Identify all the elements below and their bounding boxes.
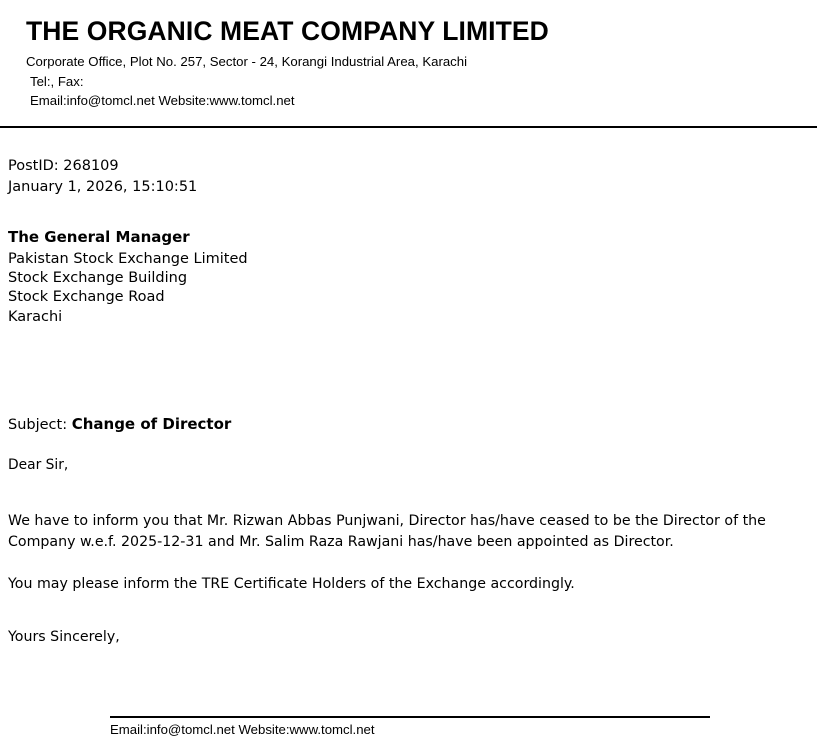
subject-label: Subject:	[8, 416, 68, 433]
header-divider	[0, 126, 817, 128]
post-metadata	[8, 156, 791, 198]
footer-divider	[110, 716, 710, 718]
subject-line	[8, 415, 791, 433]
recipient-title: The General Manager	[8, 227, 190, 246]
recipient-block	[8, 228, 791, 327]
company-name: THE ORGANIC MEAT COMPANY LIMITED	[26, 16, 549, 46]
paragraph-2: You may please inform the TRE Certificate Holders of the Exchange accordingly.	[8, 576, 575, 593]
recipient-line-1: Pakistan Stock Exchange Limited	[8, 250, 248, 267]
letter-body	[0, 156, 817, 645]
footer-contact: Email:info@tomcl.net Website:www.tomcl.net	[110, 722, 375, 737]
company-tel-fax: Tel:, Fax:	[30, 73, 84, 89]
salutation: Dear Sir,	[8, 456, 69, 473]
company-email-website: Email:info@tomcl.net Website:www.tomcl.net	[30, 92, 295, 108]
post-datetime: January 1, 2026, 15:10:51	[8, 178, 198, 195]
subject-value: Change of Director	[71, 414, 232, 433]
paragraph-1: We have to inform you that Mr. Rizwan Abbas Punjwani, Director has/have ceased to be the Director of the Company w.e.f. 2025-12-31 and Mr. Salim Raza Rawjani has/have been appointed as Director.	[8, 512, 766, 550]
signoff: Yours Sincerely,	[8, 628, 120, 645]
company-address: Corporate Office, Plot No. 257, Sector - 24, Korangi Industrial Area, Karachi	[26, 54, 468, 70]
footer	[0, 716, 817, 737]
recipient-line-4: Karachi	[8, 308, 63, 325]
recipient-line-2: Stock Exchange Building	[8, 270, 188, 287]
letterhead	[0, 0, 817, 116]
recipient-line-3: Stock Exchange Road	[8, 289, 165, 306]
post-id: PostID: 268109	[8, 157, 119, 174]
